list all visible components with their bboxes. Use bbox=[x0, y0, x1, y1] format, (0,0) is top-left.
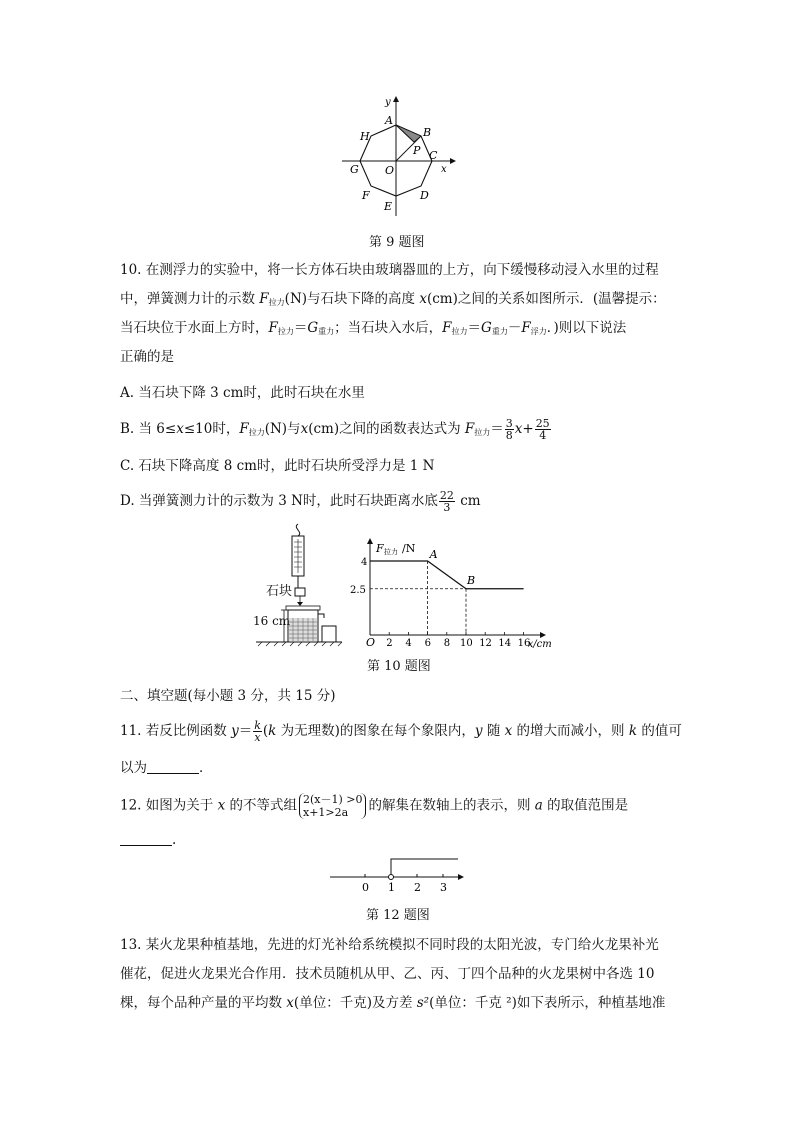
x-tick-label: 16 bbox=[517, 638, 531, 649]
label-x: x bbox=[441, 164, 447, 175]
x-tick-label: 4 bbox=[405, 638, 412, 649]
label-C: C bbox=[429, 149, 438, 162]
fig12-caption: 第 12 题图 bbox=[366, 908, 430, 923]
label-D: D bbox=[420, 189, 429, 202]
tick-0: 0 bbox=[362, 881, 369, 894]
q10-option-c: C. 石块下降高度 8 cm时，此时石块所受浮力是 1 N bbox=[120, 458, 435, 474]
tick-1: 1 bbox=[388, 881, 395, 894]
frac-22-3: $\frac{22}{3}$ bbox=[439, 489, 454, 514]
y-tick-label: 2.5 bbox=[350, 584, 366, 596]
x-tick-label: 8 bbox=[443, 638, 451, 649]
q10-line3: 当石块位于水面上方时，$F_{拉力}=G_{重力}$；当石块入水后，$F_{拉力}=G_{重力}-F_{浮力}$．)则以下说法 bbox=[120, 320, 627, 336]
x-tick-label: 2 bbox=[386, 638, 393, 649]
q13-line1: 13. 某火龙果种植基地，先进的灯光补给系统模拟不同时段的太阳光波，专门给火龙果补光 bbox=[120, 937, 659, 953]
q10-line1: 10. 在测浮力的实验中，将一长方体石块由玻璃器皿的上方，向下缓慢移动浸入水里的过程 bbox=[120, 262, 659, 278]
chart-y-label-F: F bbox=[376, 542, 384, 555]
depth-label: 16 cm bbox=[253, 614, 291, 628]
point-A-label: A bbox=[429, 548, 438, 561]
q13-line3: 棵，每个品种产量的平均数 x(单位：千克)及方差 s²(单位：千克 ²)如下表所示，种植基地准 bbox=[120, 995, 666, 1011]
chart-y-label-unit: /N bbox=[402, 542, 416, 555]
inequality-system: 2(x－1) >0 x+1>2a bbox=[299, 793, 367, 819]
figure-12-number-line bbox=[330, 855, 470, 895]
chart-y-label-sub: 拉力 bbox=[384, 548, 398, 556]
q12-line2: . bbox=[120, 830, 176, 850]
fig9-caption: 第 9 题图 bbox=[369, 235, 425, 250]
tick-3: 3 bbox=[440, 881, 447, 894]
y-tick-label: 4 bbox=[361, 557, 368, 568]
label-O: O bbox=[385, 164, 395, 177]
open-point bbox=[389, 875, 394, 880]
answer-blank-11[interactable] bbox=[147, 761, 199, 774]
figure-10-chart bbox=[348, 538, 552, 650]
x-axis-label: x/cm bbox=[527, 639, 552, 650]
chart-origin: O bbox=[366, 636, 376, 649]
x-tick-label: 12 bbox=[479, 638, 492, 649]
x-tick-label: 10 bbox=[460, 638, 473, 649]
section2-heading: 二、填空题(每小题 3 分，共 15 分) bbox=[120, 688, 336, 704]
tick-2: 2 bbox=[414, 881, 421, 894]
frac-3-8: $\frac{3}{8}$ bbox=[505, 417, 513, 442]
fig10-caption: 第 10 题图 bbox=[367, 659, 431, 674]
solution-ray bbox=[391, 859, 458, 875]
q11-line1: 11. 若反比例函数 y＝ $\frac{k}{x}$ (k 为无理数)的图象在每个象限内，y 随 x 的增大而减小，则 k 的值可 bbox=[120, 719, 682, 744]
label-B: B bbox=[423, 126, 432, 139]
label-E: E bbox=[384, 200, 393, 213]
answer-blank-12[interactable] bbox=[120, 833, 172, 846]
label-F: F bbox=[362, 189, 370, 202]
q11-line2: 以为 ． bbox=[120, 760, 213, 776]
label-G: G bbox=[350, 163, 359, 176]
x-tick-label: 14 bbox=[498, 638, 512, 649]
q10-option-b: B. 当 6≤x≤10时，$F_{拉力}(N)$与x(cm)之间的函数表达式为 $F_{拉力}=$ $\frac{3}{8}$ x+ $\frac{25}{4}$ bbox=[120, 417, 550, 442]
label-H: H bbox=[360, 130, 370, 143]
q13-line2: 催花，促进火龙果光合作用．技术员随机从甲、乙、丙、丁四个品种的火龙果树中各选 10 bbox=[120, 966, 655, 982]
series-line bbox=[370, 561, 524, 589]
point-B-label: B bbox=[467, 573, 476, 587]
q10-line4: 正确的是 bbox=[120, 349, 174, 365]
q10-line2: 中，弹簧测力计的示数 $F_{拉力}(N)$与石块下降的高度 x(cm)之间的关系如图所示．(温馨提示： bbox=[120, 291, 666, 307]
q12-line1: 12. 如图为关于 x 的不等式组 2(x－1) >0 x+1>2a 的解集在数轴上的表示，则 a 的取值范围是 bbox=[120, 793, 629, 819]
label-P: P bbox=[413, 144, 421, 157]
q10-option-a: A. 当石块下降 3 cm时，此时石块在水里 bbox=[120, 385, 365, 401]
figure-9 bbox=[338, 92, 458, 222]
frac-k-x: $\frac{k}{x}$ bbox=[254, 719, 261, 744]
x-tick-label: 6 bbox=[424, 638, 431, 649]
stone-label: 石块 bbox=[266, 584, 293, 599]
label-y: y bbox=[385, 97, 391, 108]
label-A: A bbox=[385, 114, 393, 127]
frac-25-4: $\frac{25}{4}$ bbox=[535, 417, 550, 442]
q10-option-d: D. 当弹簧测力计的示数为 3 N时，此时石块距离水底 $\frac{22}{3}$ cm bbox=[120, 489, 481, 514]
figure-10-apparatus bbox=[248, 522, 348, 650]
